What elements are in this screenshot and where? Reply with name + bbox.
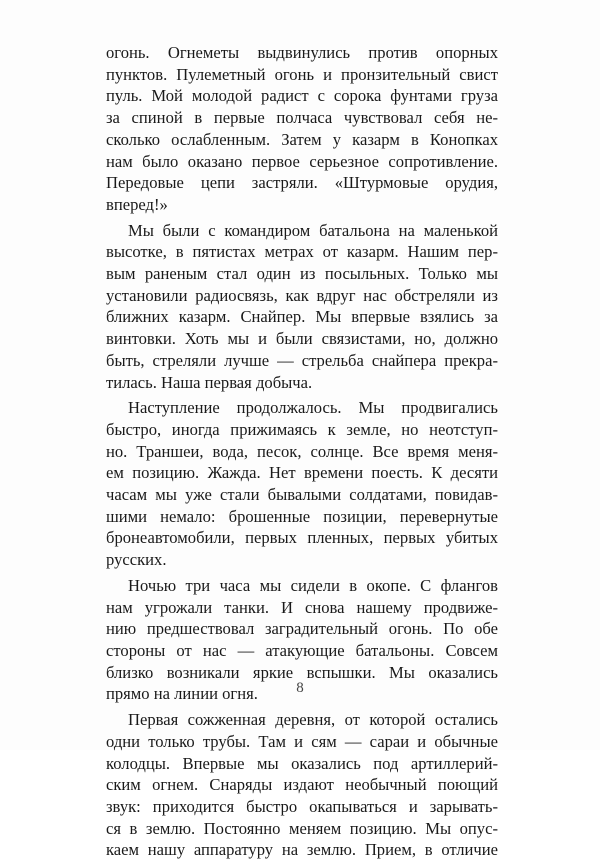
text-line: каем нашу аппаратуру на землю. Прием, в отличие — [106, 840, 498, 860]
text-line: стороны от нас — атакующие батальоны. Совсем — [106, 640, 498, 660]
text-line: нию предшествовал заградительный огонь. По обе — [106, 619, 498, 639]
text-line: ближних казарм. Снайпер. Мы впервые взялись за — [106, 307, 498, 327]
text-line: за спиной в первые полчаса чувствовал себя не- — [106, 108, 498, 128]
text-line: Наступление продолжалось. Мы продвигались — [128, 398, 498, 418]
page-number: 8 — [296, 680, 304, 696]
paragraph — [106, 709, 498, 861]
text-line: бронеавтомобили, первых пленных, первых убитых — [106, 528, 498, 548]
text-line: шими немало: брошенные позиции, перевернутые — [106, 506, 498, 526]
text-line: высотке, в пятистах метрах от казарм. Нашим пер- — [106, 242, 498, 262]
text-line: пунктов. Пулеметный огонь и пронзительный свист — [106, 64, 498, 84]
text-line: русских. — [106, 550, 167, 570]
text-line: колодцы. Впервые мы оказались под артиллерий- — [106, 753, 498, 773]
text-line: но. Траншеи, вода, песок, солнце. Все время меня- — [106, 441, 498, 461]
text-line: вым раненым стал один из посыльных. Только мы — [106, 264, 498, 284]
page-body-text — [106, 42, 498, 865]
text-line: сколько ослабленным. Затем у казарм в Конопках — [106, 129, 498, 149]
paragraph — [106, 220, 498, 394]
text-line: близко возникали яркие вспышки. Мы оказались — [106, 662, 498, 682]
text-line: винтовки. Хоть мы и были связистами, но, должно — [106, 329, 498, 349]
text-line: часам мы уже стали бывалыми солдатами, повидав- — [106, 485, 498, 505]
text-line: Передовые цепи застряли. «Штурмовые орудия, — [106, 173, 498, 193]
text-line: ся в землю. Постоянно меняем позицию. Мы опус- — [106, 818, 498, 838]
text-line: ем позицию. Жажда. Нет времени поесть. К десяти — [106, 463, 498, 483]
text-line: быть, стреляли лучше — стрельба снайпера прекра- — [106, 350, 498, 370]
text-line: Ночью три часа мы сидели в окопе. С флангов — [128, 575, 498, 595]
text-line: нам угрожали танки. И снова нашему продвиже- — [106, 597, 498, 617]
text-line: Первая сожженная деревня, от которой остались — [128, 710, 498, 730]
text-line: быстро, иногда прижимаясь к земле, но неотступ- — [106, 419, 498, 439]
text-line: тилась. Наша первая добыча. — [106, 372, 313, 392]
text-line: установили радиосвязь, как вдруг нас обстреляли из — [106, 285, 498, 305]
text-line: одни только трубы. Там и сям — сараи и обычные — [106, 731, 498, 751]
text-line: Мы были с командиром батальона на маленькой — [128, 220, 498, 240]
text-line: пуль. Мой молодой радист с сорока фунтами груза — [106, 86, 498, 106]
paragraph — [106, 397, 498, 571]
text-line: ским огнем. Снаряды издают необычный поющий — [106, 775, 498, 795]
text-line: звук: приходится быстро окапываться и зарывать- — [106, 796, 498, 816]
text-line: огонь. Огнеметы выдвинулись против опорных — [106, 43, 498, 62]
text-line: вперед!» — [106, 194, 168, 214]
text-line: нам было оказано первое серьезное сопротивление. — [106, 151, 498, 171]
paragraph — [106, 42, 498, 216]
text-line: прямо на линии огня. — [106, 684, 258, 704]
